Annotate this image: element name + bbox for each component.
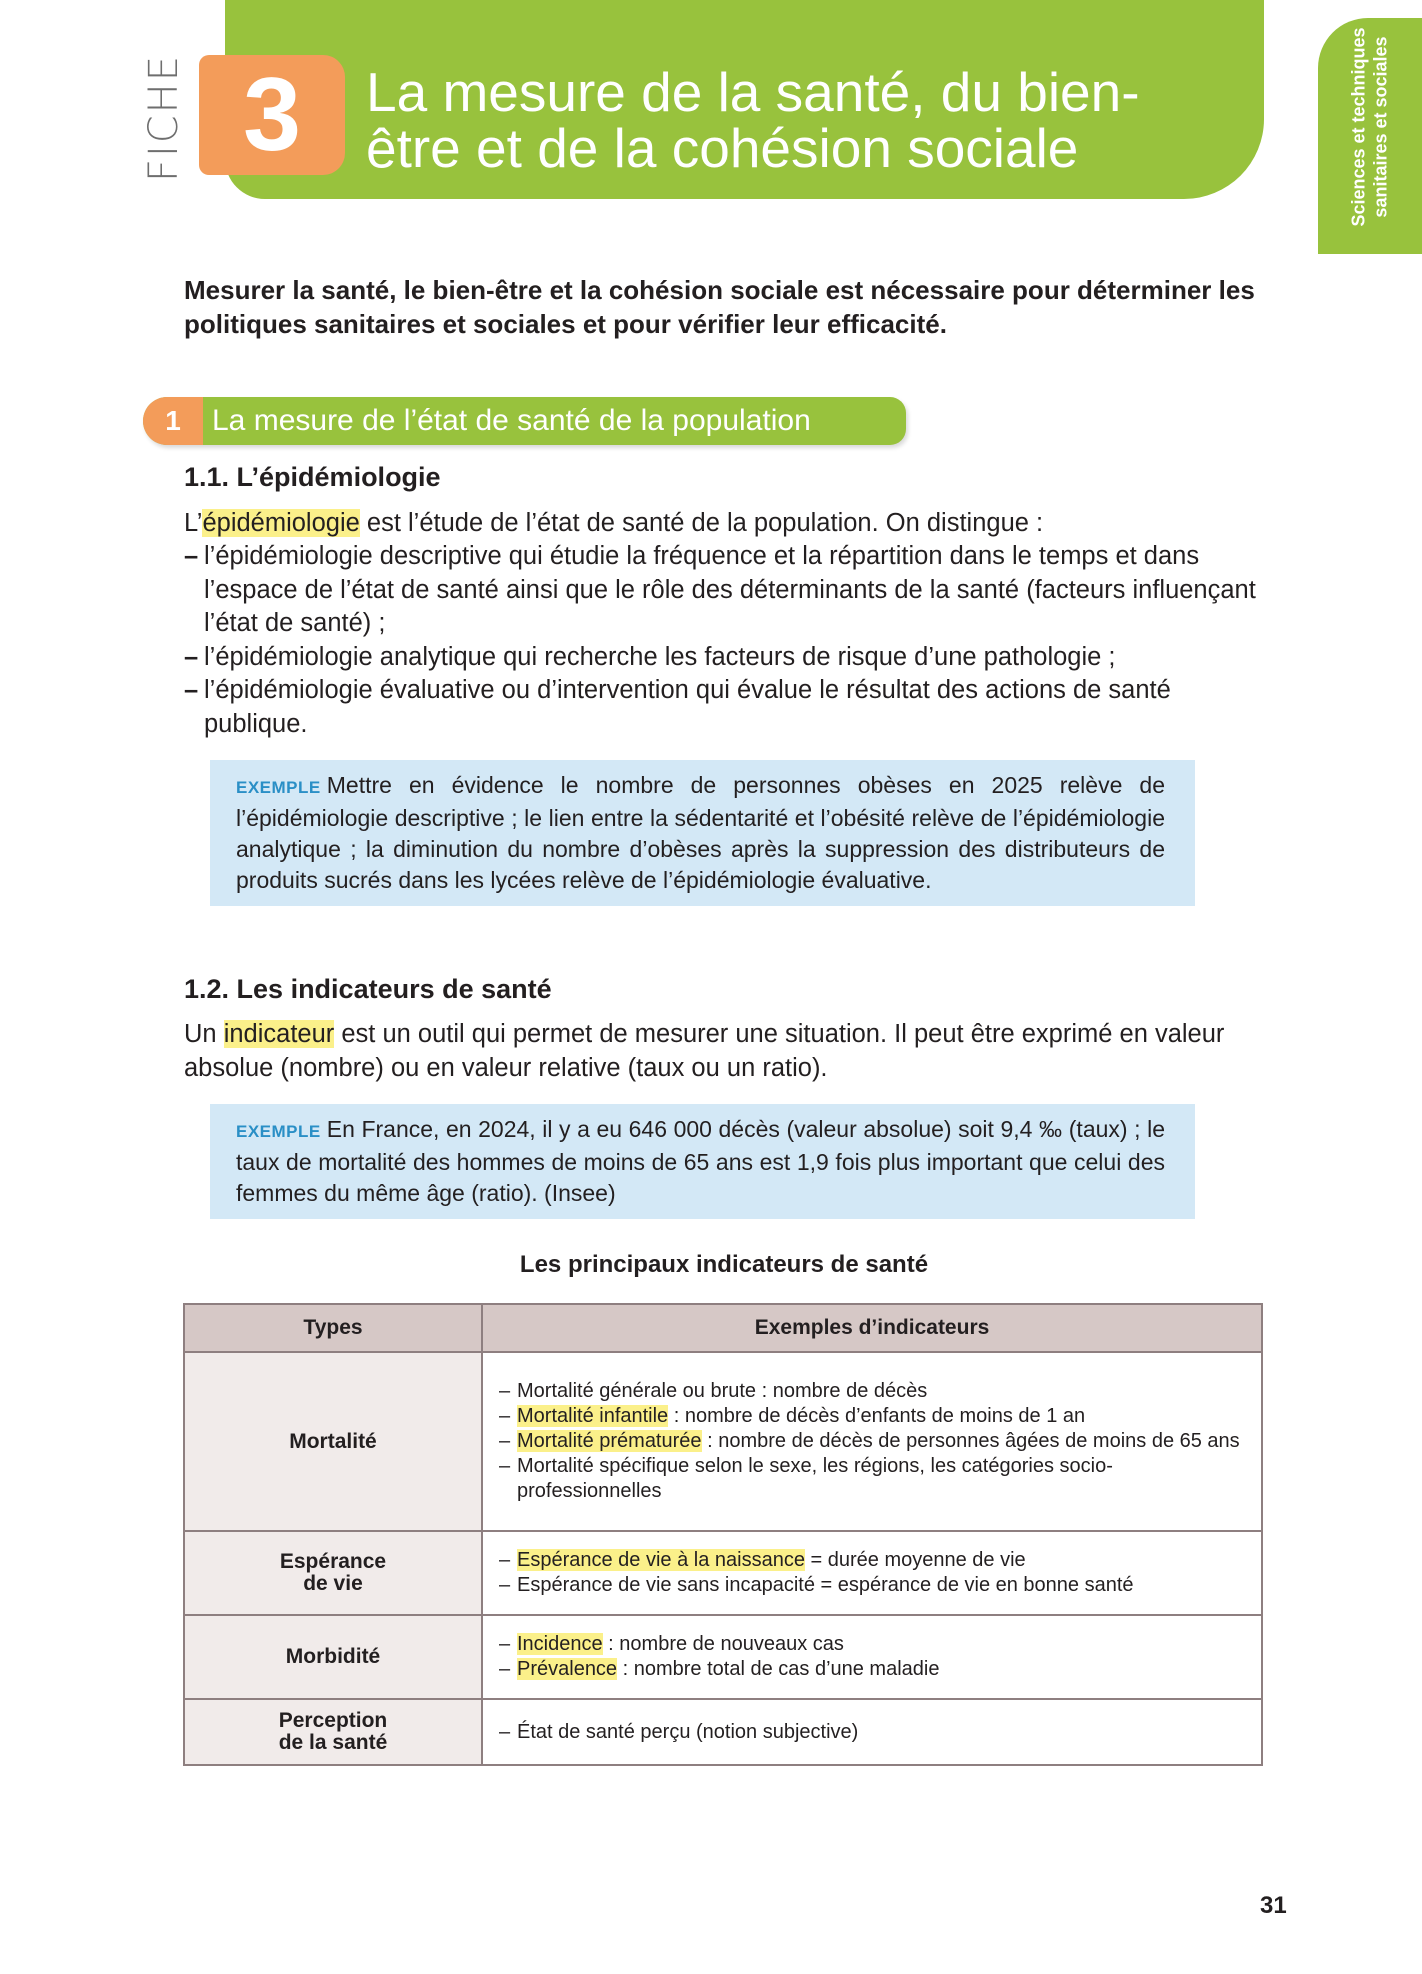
title-line-1: La mesure de la santé, du bien- [366,61,1140,123]
section-number: 1 [143,397,203,445]
title-line-2: être et de la cohésion sociale [366,117,1079,179]
subsection-heading-indicators: 1.2. Les indicateurs de santé [184,974,552,1004]
list-item: – l’épidémiologie descriptive qui étudie la fréquence et la répartition dans le temps et dans l’espace de l’état de santé ainsi que le rôle des déterminants de la santé (facteurs influençant l’état de santé) ; [184,540,1264,641]
column-header-examples: Exemples d’indicateurs [482,1304,1262,1352]
table-row [184,1352,1262,1531]
type-cell: Morbidité [184,1615,482,1699]
table-title: Les principaux indicateurs de santé [519,1251,929,1278]
list-item: – Mortalité infantile : nombre de décès d’enfants de moins de 1 an [499,1404,1245,1429]
side-tab-label: Sciences et techniques sanitaires et sociales [1349,27,1391,227]
list-item: – Mortalité spécifique selon le sexe, les régions, les catégories socio-professionnelles [499,1454,1245,1504]
page-number: 31 [1260,1892,1287,1919]
examples-cell [482,1531,1262,1615]
subsection-heading-epidemiology: 1.1. L’épidémiologie [184,462,441,492]
type-cell: Mortalité [184,1352,482,1531]
fiche-number-badge: 3 [199,55,345,175]
highlight-term: indicateur [223,1020,335,1048]
example-box-indicators: EXEMPLE En France, en 2024, il y a eu 646 000 décès (valeur absolue) soit 9,4 ‰ (taux) ; le taux de mortalité des hommes de moins de 65 ans est 1,9 fois plus important que celui des femmes du même âge (ratio). (Insee) [210,1104,1195,1219]
table-row [184,1615,1262,1699]
epidemiology-types-list [184,540,1264,741]
example-box-epidemiology: EXEMPLE Mettre en évidence le nombre de personnes obèses en 2025 relève de l’épidémiologie descriptive ; le lien entre la sédentarité et l’obésité relève de l’épidémiologie analytique ; la diminution du nombre d’obèses après la suppression des distributeurs de produits sucrés dans les lycées relève de l’épidémiologie évaluative. [210,760,1195,906]
table-header-row [184,1304,1262,1352]
highlight-term: épidémiologie [202,509,360,537]
table-row [184,1699,1262,1765]
indicator-definition: Un indicateur est un outil qui permet de mesurer une situation. Il peut être exprimé en valeur absolue (nombre) ou en valeur relative (taux ou un ratio). [184,1020,1225,1082]
examples-cell [482,1615,1262,1699]
list-item: – Mortalité prématurée : nombre de décès de personnes âgées de moins de 65 ans [499,1429,1245,1454]
example-label: EXEMPLE [236,1122,321,1141]
examples-cell [482,1352,1262,1531]
list-item: – Mortalité générale ou brute : nombre de décès [499,1379,1245,1404]
list-item: – Incidence : nombre de nouveaux cas [499,1632,1245,1657]
examples-cell [482,1699,1262,1765]
section-title: La mesure de l’état de santé de la population [212,404,811,437]
epidemiology-definition: L’épidémiologie est l’étude de l’état de santé de la population. On distingue : [184,509,1044,537]
intro-paragraph: Mesurer la santé, le bien-être et la cohésion sociale est nécessaire pour déterminer les politiques sanitaires et sociales et pour vérifier leur efficacité. [184,275,1255,339]
list-item: – État de santé perçu (notion subjective) [499,1720,1245,1745]
list-item: – Prévalence : nombre total de cas d’une maladie [499,1657,1245,1682]
fiche-label: FICHE [141,53,187,183]
type-cell: Perception de la santé [184,1699,482,1765]
health-indicators-table [183,1303,1263,1766]
example-label: EXEMPLE [236,778,321,797]
list-item: – l’épidémiologie analytique qui recherche les facteurs de risque d’une pathologie ; [184,641,1264,675]
list-item: – Espérance de vie sans incapacité = espérance de vie en bonne santé [499,1573,1245,1598]
list-item: – l’épidémiologie évaluative ou d’intervention qui évalue le résultat des actions de santé publique. [184,674,1264,741]
column-header-types: Types [184,1304,482,1352]
page-title [366,61,1246,179]
list-item: – Espérance de vie à la naissance = durée moyenne de vie [499,1548,1245,1573]
type-cell: Espérance de vie [184,1531,482,1615]
table-row [184,1531,1262,1615]
